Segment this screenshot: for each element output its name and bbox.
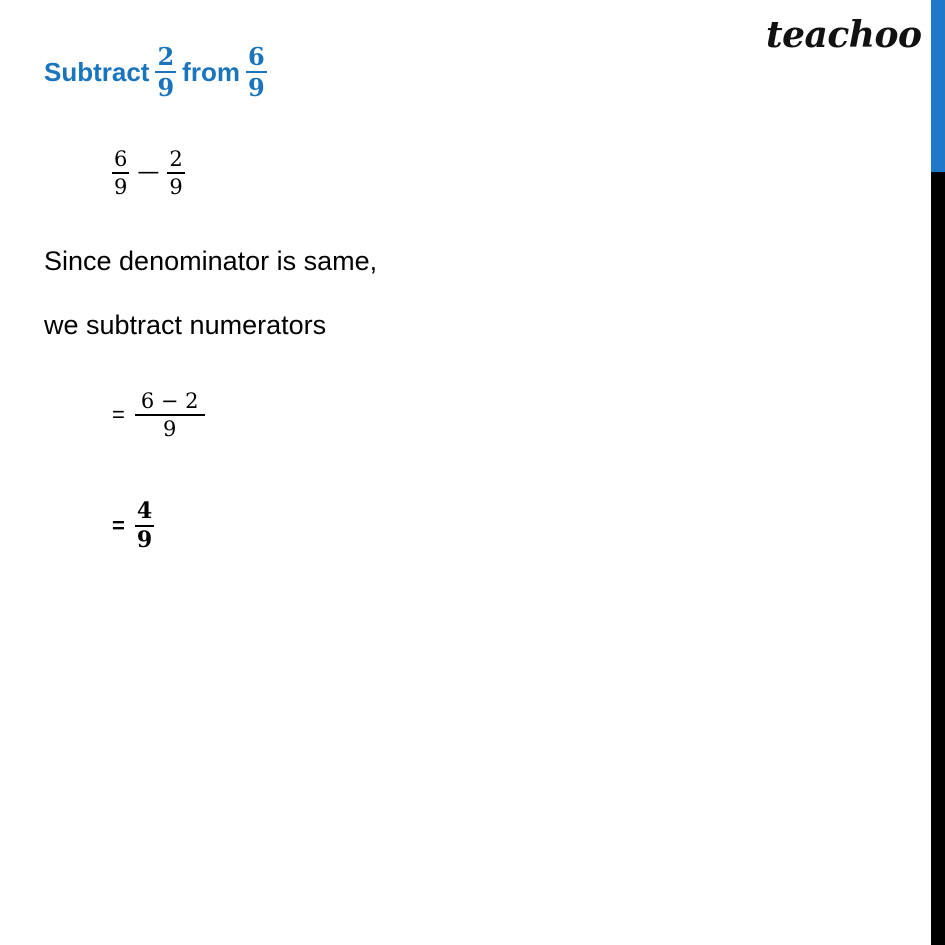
question-heading bbox=[44, 42, 273, 103]
heading-fraction-b bbox=[246, 42, 267, 103]
heading-prefix: Subtract bbox=[44, 56, 150, 87]
expression-right-fraction bbox=[167, 148, 184, 198]
equals-sign: = bbox=[112, 513, 125, 539]
heading-middle: from bbox=[182, 56, 240, 87]
fraction-denominator: 9 bbox=[157, 73, 175, 103]
scrollbar-thumb[interactable] bbox=[931, 0, 945, 172]
expression-left-fraction bbox=[112, 148, 129, 198]
explanation-line-2: we subtract numerators bbox=[44, 310, 327, 340]
fraction-denominator: 9 bbox=[163, 416, 177, 441]
step-equation bbox=[112, 390, 211, 440]
fraction-numerator: 2 bbox=[157, 42, 175, 71]
fraction-numerator: 2 bbox=[169, 147, 183, 171]
step-fraction bbox=[135, 390, 205, 440]
fraction-numerator: 6 bbox=[247, 42, 265, 71]
fraction-denominator: 9 bbox=[114, 174, 128, 199]
equals-sign: = bbox=[112, 401, 125, 427]
fraction-numerator: 4 bbox=[136, 498, 153, 524]
result-equation bbox=[112, 500, 160, 552]
minus-operator: — bbox=[137, 160, 160, 186]
heading-fraction-a bbox=[155, 42, 176, 103]
result-fraction bbox=[135, 500, 154, 552]
fraction-bar bbox=[167, 172, 184, 174]
subtraction-expression bbox=[112, 148, 191, 198]
fraction-denominator: 9 bbox=[136, 527, 153, 554]
fraction-numerator: 6 − 2 bbox=[140, 389, 199, 413]
fraction-bar bbox=[112, 172, 129, 174]
fraction-numerator: 6 bbox=[114, 147, 128, 171]
teachoo-logo: teachoo bbox=[766, 14, 922, 56]
fraction-denominator: 9 bbox=[169, 174, 183, 199]
fraction-denominator: 9 bbox=[247, 73, 265, 103]
fraction-bar bbox=[135, 414, 205, 416]
explanation-line-1: Since denominator is same, bbox=[44, 246, 378, 276]
